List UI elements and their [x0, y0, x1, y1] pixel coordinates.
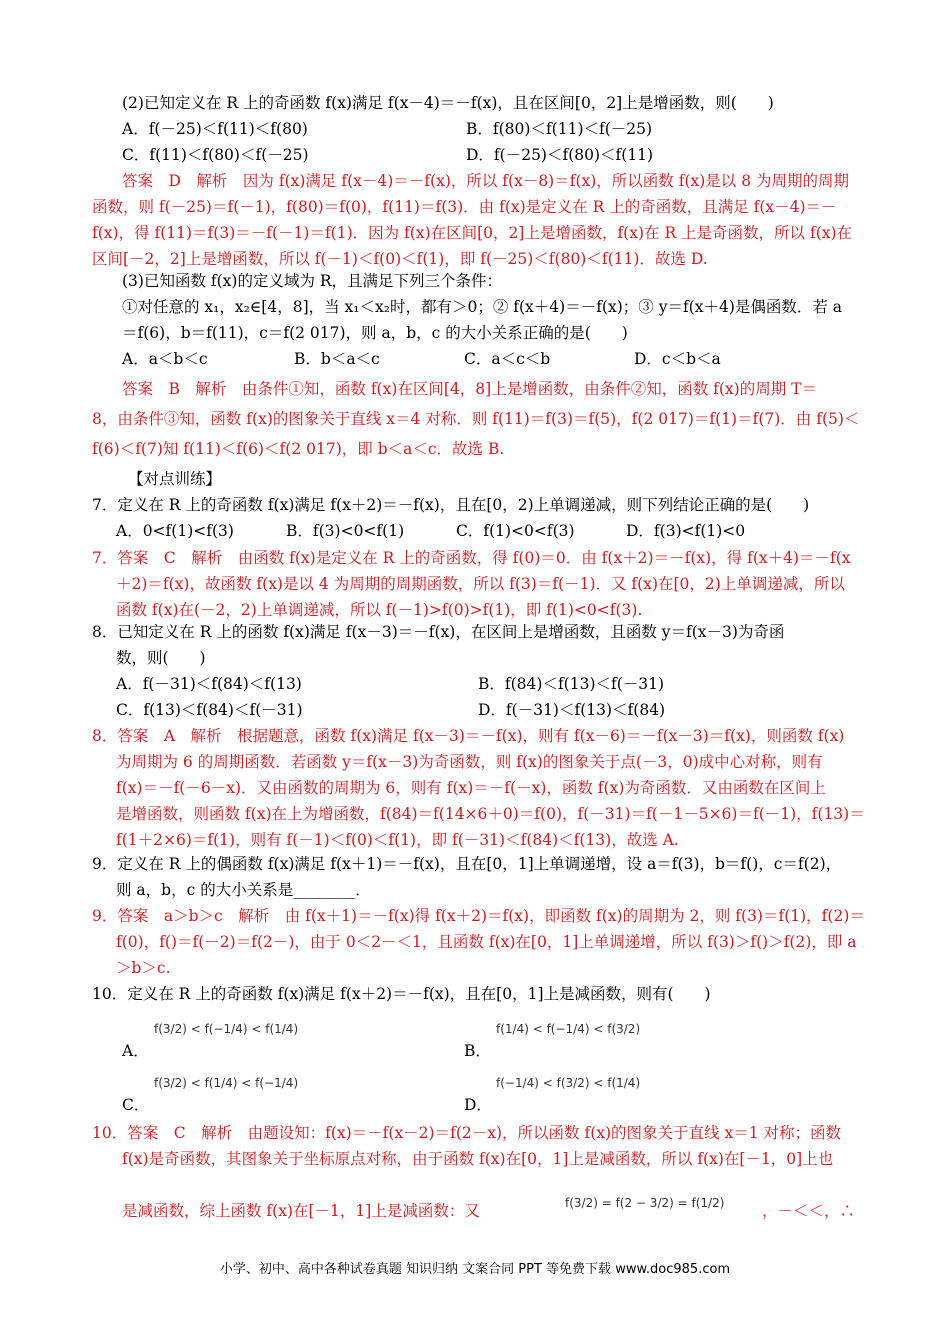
question-line: 【对点训练】 — [128, 470, 222, 488]
answer-line: f(x)＝－f(－6－x)．又由函数的周期为 6，则有 f(x)＝－f(－x)，函数 f(x)为奇函数．又由函数在区间上 — [116, 779, 826, 797]
question-line: ①对任意的 x₁，x₂∈[4，8]，当 x₁＜x₂时，都有＞0；② f(x＋4)＝－f(x)；③ y＝f(x＋4)是偶函数．若 a — [122, 298, 843, 316]
answer-line: 8，由条件③知，函数 f(x)的图象关于直线 x＝4 对称．则 f(11)＝f(3)＝f(5)，f(2 017)＝f(1)＝f(7)．由 f(5)＜ — [92, 410, 860, 428]
choice-label: D． — [464, 1096, 492, 1114]
question-line: 10．定义在 R 上的奇函数 f(x)满足 f(x＋2)＝－f(x)，且在[0，1]上是减函数，则有( ) — [92, 985, 711, 1003]
choice-expression: f(−1/4) < f(3/2) < f(1/4) — [496, 1076, 641, 1090]
answer-line: 为周期为 6 的周期函数．若函数 y＝f(x－3)为奇函数，则 f(x)的图象关于点(－3，0)成中心对称，则有 — [116, 753, 823, 771]
choice-option: B．f(84)＜f(13)＜f(－31) — [478, 675, 665, 693]
choice-option: C．a＜c＜b — [464, 350, 551, 368]
question-line: 9．定义在 R 上的偶函数 f(x)满足 f(x＋1)＝－f(x)，且在[0，1]上单调递增，设 a＝f(3)，b＝f()，c＝f(2)， — [92, 855, 842, 873]
choice-label: A． — [122, 1042, 149, 1060]
question-line: (2)已知定义在 R 上的奇函数 f(x)满足 f(x－4)＝－f(x)，且在区间[0，2]上是增函数，则( ) — [122, 94, 774, 112]
tail-formula: f(3/2) = f(2 − 3/2) = f(1/2) — [565, 1196, 725, 1210]
answer-line: 函数 f(x)在(－2，2)上单调递减，所以 f(－1)>f(0)>f(1)，即 f(1)<0<f(3). — [116, 601, 643, 619]
answer-line: f(x)，得 f(11)＝f(3)＝－f(－1)＝f(1)．因为 f(x)在区间[0，2]上是增函数，f(x)在 R 上是奇函数，所以 f(x)在 — [92, 224, 853, 242]
choice-option: D．f(－25)＜f(80)＜f(11) — [466, 146, 654, 164]
answer-line: ＋2)＝f(x)，故函数 f(x)是以 4 为周期的周期函数，所以 f(3)＝f(－1)．又 f(x)在[0，2)上单调递减，所以 — [116, 575, 845, 593]
choice-expression: f(3/2) < f(1/4) < f(−1/4) — [154, 1076, 299, 1090]
tail-end: ，－＜＜，∴ — [762, 1202, 856, 1220]
answer-line: 是增函数，则函数 f(x)在上为增函数，f(84)＝f(14×6＋0)＝f(0)，f(－31)＝f(－1－5×6)＝f(－1)，f(13)＝ — [116, 805, 865, 823]
answer-line: f(1＋2×6)＝f(1)，则有 f(－1)＜f(0)＜f(1)，即 f(－31)＜f(84)＜f(13)，故选 A. — [116, 831, 679, 849]
choice-expression: f(1/4) < f(−1/4) < f(3/2) — [496, 1022, 641, 1036]
answer-line: 答案 B 解析 由条件①知，函数 f(x)在区间[4，8]上是增函数，由条件②知，函数 f(x)的周期 T＝ — [122, 380, 817, 398]
choice-option: B．b＜a＜c — [294, 350, 380, 368]
choice-option: C．f(1)<0<f(3) — [456, 522, 575, 540]
question-line: (3)已知函数 f(x)的定义域为 R，且满足下列三个条件： — [122, 272, 503, 290]
choice-option: C．f(11)＜f(80)＜f(－25) — [122, 146, 309, 164]
choice-option: A．f(－25)＜f(11)＜f(80) — [122, 120, 308, 138]
choice-expression: f(3/2) < f(−1/4) < f(1/4) — [154, 1022, 299, 1036]
choice-option: A．f(－31)＜f(84)＜f(13) — [116, 675, 302, 693]
answer-line: 7．答案 C 解析 由函数 f(x)是定义在 R 上的奇函数，得 f(0)＝0．由 f(x＋2)＝－f(x)，得 f(x＋4)＝－f(x — [92, 549, 851, 567]
answer-line: 是减函数，综上函数 f(x)在[－1，1]上是减函数：又 — [122, 1202, 480, 1220]
question-line: 则 a，b，c 的大小关系是________． — [116, 881, 371, 899]
question-line: 7．定义在 R 上的奇函数 f(x)满足 f(x＋2)＝－f(x)，且在[0，2)上单调递减，则下列结论正确的是( ) — [92, 496, 810, 514]
choice-option: D．c＜b＜a — [634, 350, 721, 368]
choice-option: B．f(80)＜f(11)＜f(－25) — [466, 120, 653, 138]
choice-option: D．f(3)<f(1)<0 — [626, 522, 746, 540]
choice-option: B．f(3)<0<f(1) — [286, 522, 405, 540]
answer-line: 函数，则 f(－25)＝f(－1)，f(80)＝f(0)，f(11)＝f(3)．由 f(x)是定义在 R 上的奇函数，且满足 f(x－4)＝－ — [92, 198, 837, 216]
choice-label: C． — [122, 1096, 150, 1114]
answer-line: 10．答案 C 解析 由题设知：f(x)＝－f(x－2)＝f(2－x)，所以函数 f(x)的图象关于直线 x＝1 对称；函数 — [92, 1124, 841, 1142]
answer-line: f(x)是奇函数，其图象关于坐标原点对称，由于函数 f(x)在[0，1]上是减函数，所以 f(x)在[－1，0]上也 — [122, 1150, 834, 1168]
choice-option: A．0<f(1)<f(3) — [116, 522, 234, 540]
choice-option: D．f(－31)＜f(13)＜f(84) — [478, 701, 666, 719]
answer-line: 9．答案 a＞b＞c 解析 由 f(x＋1)＝－f(x)得 f(x＋2)＝f(x)，即函数 f(x)的周期为 2，则 f(3)＝f(1)，f(2)＝ — [92, 907, 865, 925]
question-line: ＝f(6)，b＝f(11)，c＝f(2 017)，则 a，b，c 的大小关系正确的是( ) — [122, 324, 628, 342]
question-line: 数，则( ) — [116, 649, 206, 667]
answer-line: f(0)，f()＝f(－2)＝f(2－)，由于 0＜2－＜1，且函数 f(x)在[0，1]上单调递增，所以 f(3)＞f()＞f(2)，即 a — [116, 933, 857, 951]
page-footer: 小学、初中、高中各种试卷真题 知识归纳 文案合同 PPT 等免费下载 www.doc985.com — [219, 1262, 731, 1277]
answer-line: 答案 D 解析 因为 f(x)满足 f(x－4)＝－f(x)，所以 f(x－8)＝f(x)，所以函数 f(x)是以 8 为周期的周期 — [122, 172, 850, 190]
answer-line: f(6)＜f(7)知 f(11)＜f(6)＜f(2 017)，即 b＜a＜c．故选 B. — [92, 440, 505, 458]
choice-option: A．a＜b＜c — [122, 350, 208, 368]
answer-line: 8．答案 A 解析 根据题意，函数 f(x)满足 f(x－3)＝－f(x)，则有 f(x－6)＝－f(x－3)＝f(x)，则函数 f(x) — [92, 727, 845, 745]
choice-option: C．f(13)＜f(84)＜f(－31) — [116, 701, 303, 719]
choice-label: B． — [464, 1042, 491, 1060]
answer-line: 区间[－2，2]上是增函数，所以 f(－1)＜f(0)＜f(1)，即 f(－25)＜f(80)＜f(11)．故选 D. — [92, 250, 708, 268]
answer-line: ＞b＞c. — [116, 959, 171, 977]
question-line: 8．已知定义在 R 上的函数 f(x)满足 f(x－3)＝－f(x)，在区间上是增函数，且函数 y＝f(x－3)为奇函 — [92, 623, 785, 641]
